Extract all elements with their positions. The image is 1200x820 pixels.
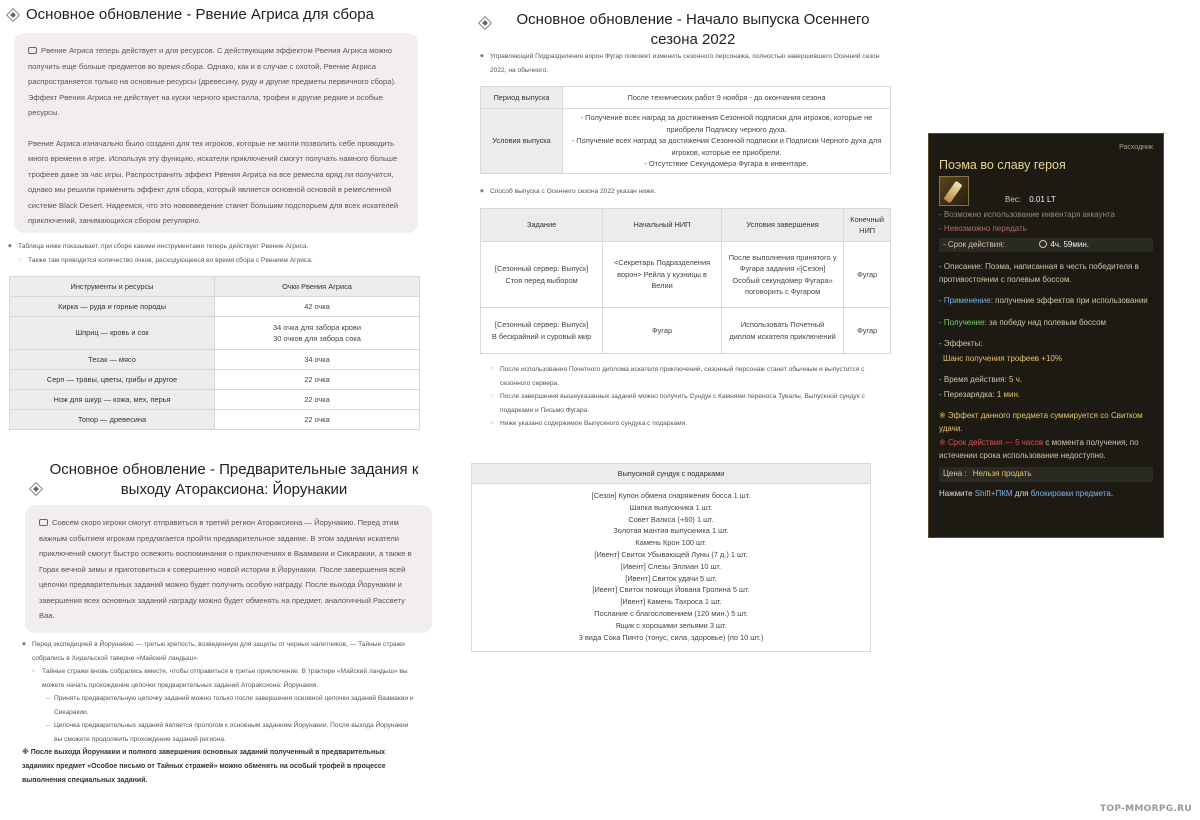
duration-bar: - Срок действия: 4ч. 59мин.: [939, 238, 1153, 253]
quest-table: [480, 208, 891, 354]
table-row: Период выпуска После технических работ 9 ноября - до окончания сезона: [481, 87, 891, 109]
season-intro: [480, 50, 880, 77]
transfer-note: - Невозможно передать: [939, 224, 1027, 233]
season-sub-bullets: [480, 363, 880, 431]
table-row: Серп — травы, цветы, грибы и другое 22 очка: [10, 370, 420, 390]
clock-icon: [1039, 240, 1047, 248]
table-row: Условия выпуска - Получение всех наград за достижения Сезонной подписки для игроков, которые не приобрели Подписку черного духа. - Получение всех наград за достижения Сезонной подписки и Подписки Черного духа для игроков, которые ее приобрели. - Отсутствие Секундомера Фугара в инвентаре.: [481, 109, 891, 174]
list-item: [Ивент] Камень Тахроса 1 шт.: [620, 597, 722, 607]
agris-callout: Рвение Агриса теперь действует и для ресурсов. С действующим эффектом Рвения Агриса можно получить еще больше предметов во время сбора. Однако, как и в случае с охотой, Рвение Агриса распространяется только на основные ресурсы (древесину, руду и другие предметы первичного сбора). Эффект Рвения Агриса не действует на куски черного кристалла, трофеи и другие редкие и особые ресурсы. Рвение Агриса изначально было создано для тех игроков, которые не могли позволить себе проводить много времени в игре. Используя эту функцию, искатели приключений смогут получать намного больше трофеев даже за час игры. Распространить эффект Рвения Агриса на все ремесла вряд ли получится, однако мы решили применить эффект для сбора, который является основной основой в ремесленной системе Black Desert. Надеемся, что это нововведение станет большим подспорьем для всех искателей приключений, занимающихся сбором регулярно.: [14, 33, 418, 233]
yoruna-title: Основное обновление - Предварительные задания к выходу Атораксиона: Йорунакии: [20, 460, 430, 501]
release-table: [480, 86, 891, 174]
list-item: [Ивент] Свиток удачи 5 шт.: [625, 573, 717, 583]
inventory-note: - Возможно использование инвентаря аккаунта: [939, 209, 1115, 219]
effects-label: - Эффекты:: [939, 339, 983, 348]
table-row: [Сезонный сервер: Выпуск] В бескрайний и суровый мир Фугар Использовать Почетный диплом искателя приключений Фугар: [481, 308, 891, 354]
table-header: Инструменты и ресурсы: [10, 277, 215, 297]
yoruna-callout: Совсем скоро игроки смогут отправиться в третий регион Атораксиона — Йорунакию. Перед этим важным событием игрокам предлагается пройти предварительное задание. В этом задании искатели приключений смогут быстро освежить воспоминания о приключениях в Ваамакии и Сикаракии, а также в Горах вечной зимы и приготовиться к совершенно новой истории в Йорунакии. После завершения всей цепочки предварительных заданий можно будет получить особую награду. После выхода Йорунакии и завершения всех основных заданий награду можно будет обменять на предмет, аналогичный Рассвету Ваа.: [25, 505, 432, 633]
lock-hint: Нажмите Shift+ПКМ для блокировки предмета.: [939, 488, 1114, 498]
diamond-icon: [29, 482, 43, 496]
table-header: Начальный НИП: [603, 209, 722, 242]
agris-bullets: [8, 240, 418, 267]
season-section: [478, 10, 890, 51]
list-item: ◆ Способ выпуска с Осеннего сезона 2022 указан ниже.: [480, 185, 880, 199]
usage-line: - Применение: получение эффектов при использовании: [939, 296, 1148, 305]
table-header: Выпускной сундук с подарками: [472, 464, 870, 484]
list-item: ○ После завершения вышеуказанных заданий можно получить Сундук с Камнями переноса Тувалы, Выпускной сундук с подарками и Письмо Фугара.: [480, 390, 880, 417]
watermark-logo: TOP-MMORPG.RU: [1100, 804, 1192, 814]
agris-table: [9, 276, 420, 430]
table-row: [Сезонный сервер: Выпуск] Стоя перед выбором <Секретарь Подразделения ворон> Рейла у кузницы в Велии После выполнения принятого у Фугара задания «[Сезон] Особый секундомер Фугара» поговорить с Фугаром Фугар: [481, 242, 891, 308]
item-tooltip: [928, 133, 1164, 538]
list-item: [Ивент] Свиток помощи Йована Гролина 5 шт.: [592, 585, 750, 595]
table-row: Шприц — кровь и сок 34 очка для забора крови 30 очков для забора сока: [10, 317, 420, 350]
table-row: Кирка — руда и горные породы 42 очка: [10, 297, 420, 317]
weight-label: Вес:: [1005, 195, 1022, 204]
list-item: Ящик с хорошими зельями 3 шт.: [615, 620, 727, 630]
chest-items: [472, 484, 870, 651]
stack-note: ※ Эффект данного предмета суммируется со Свитком удачи.: [939, 411, 1143, 433]
time-line: - Время действия: 5 ч.: [939, 375, 1022, 384]
list-item: ◆ Управляющий Подразделения ворон Фугар поможет изменить сезонного персонажа, полностью завершившего Осенний сезон 2022, на обычного.: [480, 50, 880, 77]
list-item: ○ После использования Почетного диплома искателя приключений, сезонный персонаж станет обычным и выпустится с сезонного сервера.: [480, 363, 880, 390]
list-item: – Принять предварительную цепочку заданий можно только после завершения основной цепочки заданий Ваамакии и Сикаракии.: [22, 692, 417, 719]
method-bullet: [480, 185, 880, 199]
list-item: [Ивент] Свиток Убывающей Луны (7 д.) 1 шт.: [594, 549, 748, 559]
yoruna-note: ※ После выхода Йорунакии и полного завершения основных заданий полученный в предварительных заданиях предмет «Особое письмо от Тайных стражей» можно обменять на особый трофей в процессе выполнения специальных заданий.: [22, 749, 386, 784]
list-item: [Ивент] Слезы Эллиан 10 шт.: [620, 561, 722, 571]
list-item: ○ Тайные стражи вновь собрались вместе, чтобы отправиться в третье приключение. В трактире «Майский ландыш» вы можете начать прохождение цепочки предварительных заданий Атораксиона: Йорунакия.: [22, 665, 417, 692]
item-name: Поэма во славу героя: [939, 157, 1066, 172]
chat-icon: [28, 47, 37, 54]
weight-value: 0.01 LT: [1029, 195, 1056, 204]
list-item: ◆ Таблица ниже показывает, при сборе какими инструментами теперь действует Рвение Агриса.: [8, 240, 418, 254]
effects-value: Шанс получения трофеев +10%: [943, 353, 1062, 363]
table-row: Топор — древесина 22 очка: [10, 410, 420, 430]
table-header: Очки Рвения Агриса: [215, 277, 420, 297]
scroll-item-icon: [939, 176, 969, 206]
price-bar: Цена : Нельзя продать: [939, 467, 1153, 482]
cooldown-line: - Перезарядка: 1 мин.: [939, 389, 1021, 399]
list-item: – Цепочка предварительных заданий является прологом к основным заданиям Йорунакии. После выхода Йорунакии вы сможете продолжить прохождение заданий региона.: [22, 719, 417, 746]
list-item: ○ Также там приводится количество очков, расходующееся во время сбора с Рвением Агриса.: [8, 254, 418, 268]
gift-chest-table: [471, 463, 871, 652]
diamond-icon: [478, 16, 492, 30]
season-title: Основное обновление - Начало выпуска Осеннего сезона 2022: [478, 10, 890, 51]
table-row: Нож для шкур — кожа, мех, перья 22 очка: [10, 390, 420, 410]
item-category: Расходник: [1119, 144, 1153, 151]
item-description: - Описание: Поэма, написанная в честь победителя в противостоянии с полевым боссом.: [939, 262, 1139, 284]
yoruna-bullets: [22, 638, 417, 788]
table-header: Конечный НИП: [844, 209, 891, 242]
list-item: Шапка выпускника 1 шт.: [629, 502, 713, 512]
yoruna-section: [20, 460, 430, 501]
agris-section: [8, 6, 418, 23]
list-item: ○ Ниже указано содержимое Выпускного сундука с подарками.: [480, 417, 880, 431]
list-item: [Сезон] Купон обмена снаряжения босса 1 шт.: [591, 491, 751, 500]
chat-icon: [39, 519, 48, 526]
list-item: Камень Крон 100 шт.: [635, 538, 707, 548]
list-item: 3 вида Сока Пинто (тонус, сила, здоровье) (по 10 шт.): [578, 632, 764, 642]
table-row: Тесак — мясо 34 очка: [10, 350, 420, 370]
obtain-line: - Получение: за победу над полевым боссом: [939, 317, 1107, 327]
table-header: Условия завершения: [721, 209, 843, 242]
agris-title: Основное обновление - Рвение Агриса для сбора: [8, 6, 418, 23]
list-item: Золотая мантия выпускника 1 шт.: [613, 526, 729, 536]
list-item: Совет Валкса (+60) 1 шт.: [628, 514, 714, 524]
diamond-icon: [6, 7, 20, 21]
list-item: ◆ Перед экспедицией в Йорунакию — третью крепость, возведенную для защиты от черных налетчиков, — Тайные стражи собрались в Хидельской таверне «Майский ландыш».: [22, 638, 417, 665]
list-item: Послание с благословением (120 мин.) 5 шт.: [594, 608, 748, 618]
table-header: Задание: [481, 209, 603, 242]
expiry-note: ※ Срок действия — 5 часов с момента получения, по истечении срока использование недоступно.: [939, 438, 1139, 460]
